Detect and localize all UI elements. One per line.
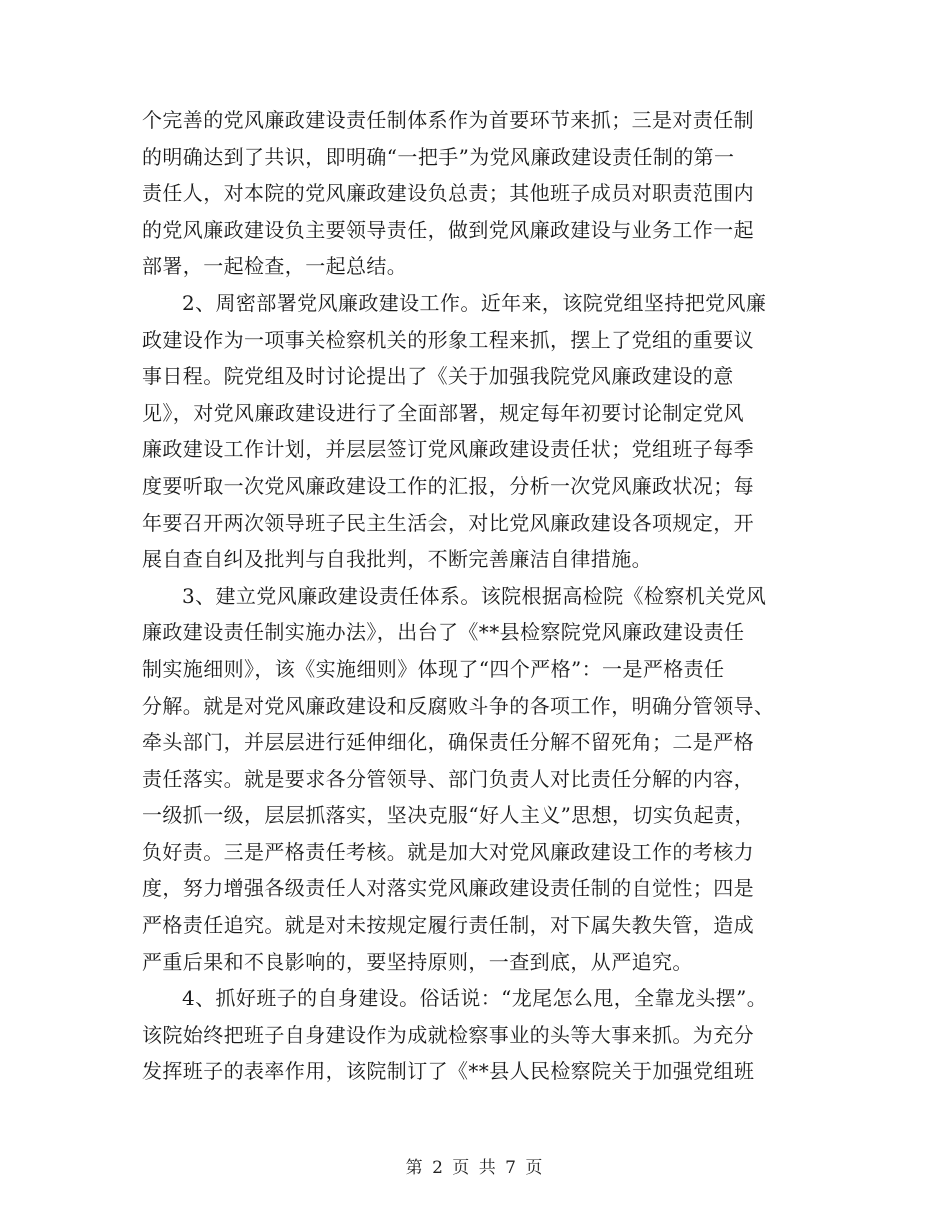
text-line: 度要听取一次党风廉政建设工作的汇报，分析一次党风廉政状况；每	[142, 473, 754, 498]
text-line: 事日程。院党组及时讨论提出了《关于加强我院党风廉政建设的意	[142, 364, 734, 389]
text-line: 展自查自纠及批判与自我批判，不断完善廉洁自律措施。	[142, 547, 652, 572]
text-line: 政建设作为一项事关检察机关的形象工程来抓，摆上了党组的重要议	[142, 327, 754, 352]
text-line: 廉政建设责任制实施办法》，出台了《**县检察院党风廉政建设责任	[142, 620, 745, 645]
text-line: 见》，对党风廉政建设进行了全面部署，规定每年初要讨论制定党风	[142, 400, 744, 425]
text-line: 一级抓一级，层层抓落实，坚决克服“好人主义”思想，切实负起责，	[142, 803, 755, 828]
text-line: 负好责。三是严格责任考核。就是加大对党风廉政建设工作的考核力	[142, 839, 754, 864]
page-footer: 第 2 页 共 7 页	[405, 1158, 545, 1178]
text-line: 牵头部门，并层层进行延伸细化，确保责任分解不留死角；二是严格	[142, 730, 754, 755]
text-line: 的明确达到了共识，即明确“一把手”为党风廉政建设责任制的第一	[142, 144, 735, 169]
text-line: 责任人，对本院的党风廉政建设负总责；其他班子成员对职责范围内	[142, 181, 754, 206]
text-line: 年要召开两次领导班子民主生活会，对比党风廉政建设各项规定，开	[142, 510, 754, 535]
text-line: 严重后果和不良影响的，要坚持原则，一查到底，从严追究。	[142, 949, 693, 974]
text-line: 责任落实。就是要求各分管领导、部门负责人对比责任分解的内容，	[142, 766, 754, 791]
text-line: 该院始终把班子自身建设作为成就检察事业的头等大事来抓。为充分	[142, 1022, 754, 1047]
text-line: 严格责任追究。就是对未按规定履行责任制，对下属失教失管，造成	[142, 913, 754, 938]
text-line: 4、抓好班子的自身建设。俗话说：“龙尾怎么甩，全靠龙头摆”。	[182, 986, 768, 1011]
text-line: 的党风廉政建设负主要领导责任，做到党风廉政建设与业务工作一起	[142, 217, 754, 242]
text-line: 3、建立党风廉政建设责任体系。该院根据高检院《检察机关党风	[182, 583, 767, 608]
text-line: 度，努力增强各级责任人对落实党风廉政建设责任制的自觉性；四是	[142, 876, 754, 901]
text-line: 2、周密部署党风廉政建设工作。近年来，该院党组坚持把党风廉	[182, 290, 767, 315]
text-line: 个完善的党风廉政建设责任制体系作为首要环节来抓；三是对责任制	[142, 108, 754, 132]
text-line: 部署，一起检查，一起总结。	[142, 254, 408, 279]
text-line: 制实施细则》，该《实施细则》体现了“四个严格”：一是严格责任	[142, 656, 725, 681]
text-line: 分解。就是对党风廉政建设和反腐败斗争的各项工作，明确分管领导、	[142, 693, 775, 718]
body-text	[142, 102, 810, 1090]
text-line: 发挥班子的表率作用，该院制订了《**县人民检察院关于加强党组班	[142, 1059, 755, 1084]
text-line: 廉政建设工作计划，并层层签订党风廉政建设责任状；党组班子每季	[142, 437, 754, 462]
